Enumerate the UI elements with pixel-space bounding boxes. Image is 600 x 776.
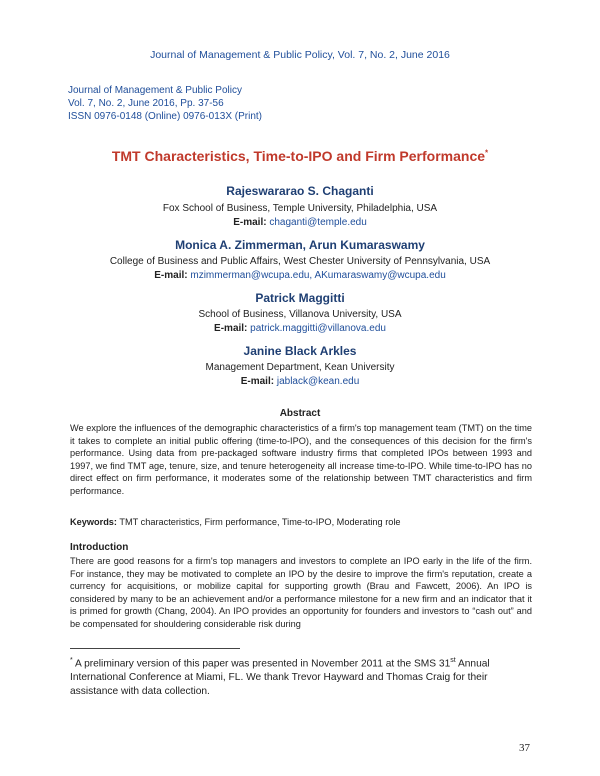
author-name: Monica A. Zimmerman, Arun Kumaraswamy [175, 238, 425, 252]
abstract-heading: Abstract [279, 408, 321, 419]
email-label: E-mail: [240, 376, 275, 387]
introduction-heading: Introduction [70, 542, 129, 553]
journal-issue: Vol. 7, No. 2, June 2016, Pp. 37-56 [68, 98, 224, 109]
footnote-divider [70, 648, 240, 649]
author-email-line [0, 217, 600, 228]
running-header: Journal of Management & Public Policy, Vol. 7, No. 2, June 2016 [150, 49, 450, 61]
author-name: Rajeswararao S. Chaganti [226, 184, 374, 198]
email-label: E-mail: [214, 323, 248, 334]
footnote [70, 654, 532, 699]
email-label: E-mail: [233, 217, 267, 228]
journal-name: Journal of Management & Public Policy [68, 85, 242, 96]
author-affiliation: Management Department, Kean University [205, 362, 395, 373]
keywords-label: Keywords: [70, 517, 117, 527]
author-affiliation: Fox School of Business, Temple University, Philadelphia, USA [162, 203, 438, 214]
author-email-line [0, 376, 600, 387]
journal-issn: ISSN 0976-0148 (Online) 0976-013X (Print) [68, 111, 262, 122]
paper-title-text: TMT Characteristics, Time-to-IPO and Firm Performance [111, 148, 486, 164]
footnote-text-before: A preliminary version of this paper was presented in November 2011 at the SMS 31 [72, 658, 451, 670]
keywords-line [70, 517, 401, 527]
author-email-link[interactable]: mzimmerman@wcupa.edu, AKumaraswamy@wcupa.edu [190, 270, 446, 281]
author-email-link[interactable]: patrick.maggitti@villanova.edu [250, 323, 386, 334]
page-number: 37 [519, 742, 530, 754]
author-name: Patrick Maggitti [255, 291, 345, 305]
paper-title [0, 148, 600, 164]
footnote-ordinal: st [450, 657, 456, 664]
author-email-link[interactable]: chaganti@temple.edu [269, 217, 367, 228]
keywords-text: TMT characteristics, Firm performance, Time-to-IPO, Moderating role [119, 517, 401, 527]
author-email-link[interactable]: jablack@kean.edu [276, 376, 360, 387]
introduction-text: There are good reasons for a firm's top managers and investors to complete an IPO early in the life of the firm. For instance, they may be motivated to complete an IPO by the desire to improve the firm's reputation, create a currency for acquisitions, or mobilize capital for supporting growth (Brau and Fawcett, 2006). An IPO is considered by many to be an achievement and/or a performance milestone for a new firm and an indicator that it is primed for growth (Chang, 2004). An IPO provides an opportunity for founders and investors to “cash out” and be compensated for shouldering considerable risk during [70, 556, 532, 629]
footnote-text-after: Annual International Conference at Miami, FL. We thank Trevor Hayward and Thomas Craig for their assistance with data collection. [70, 658, 490, 698]
author-affiliation: School of Business, Villanova University, USA [198, 309, 402, 320]
author-name: Janine Black Arkles [243, 344, 357, 358]
title-footnote-mark: * [485, 148, 489, 158]
abstract-text: We explore the influences of the demographic characteristics of a firm's top management team (TMT) on the time it takes to complete an initial public offering (time-to-IPO), and the consequences of this decision for the firm's performance. Using data from pre-packaged software industry firms that completed IPOs between 1993 and 1997, we find TMT age, tenure, size, and tenure heterogeneity all increase time-to-IPO. While time-to-IPO has no direct effect on firm performance, it moderates some of the relationship between TMT characteristics and firm performance. [70, 423, 532, 496]
author-affiliation: College of Business and Public Affairs, West Chester University of Pennsylvania, USA [109, 256, 491, 267]
email-label: E-mail: [154, 270, 188, 281]
footnote-mark: * [70, 657, 73, 664]
author-email-line [0, 323, 600, 334]
author-email-line [0, 270, 600, 281]
